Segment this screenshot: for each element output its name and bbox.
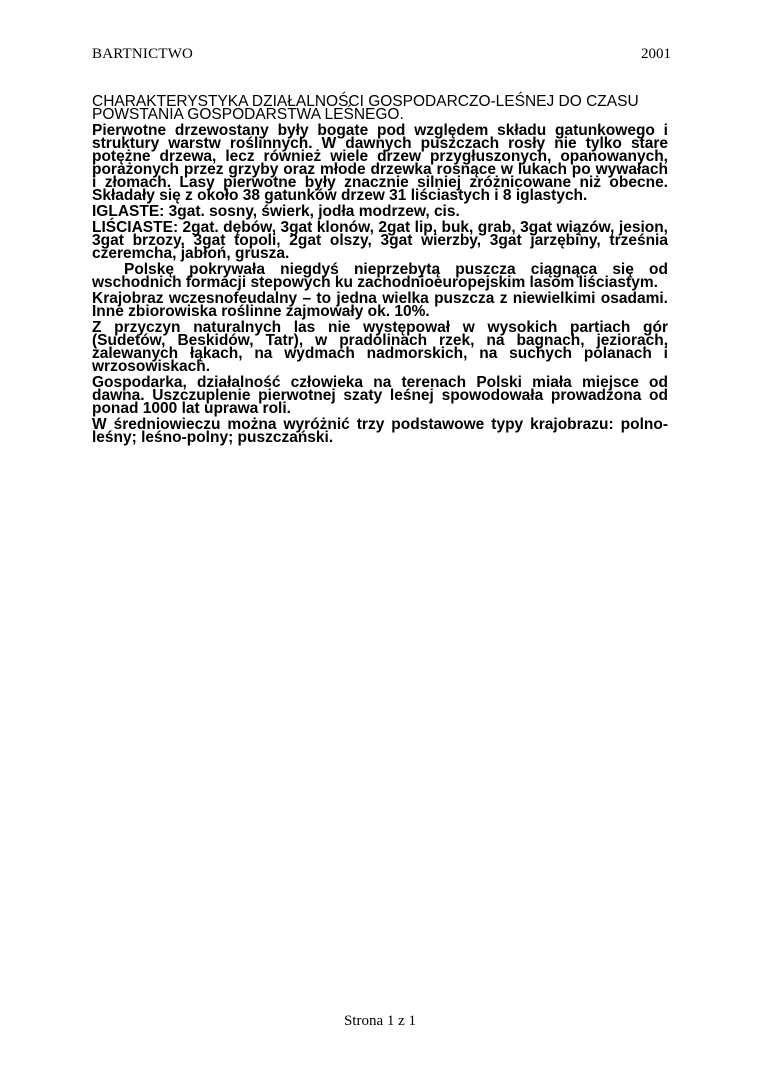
paragraph-early-feudal: Krajobraz wczesnofeudalny – to jedna wielka puszcza z niewielkimi osadami. Inne zbiorowiska roślinne zajmowały ok. 10%. <box>92 290 668 320</box>
paragraph-economy: Gospodarka, działalność człowieka na terenach Polski miała miejsce od dawna. Uszczuplenie pierwotnej szaty leśnej spowodowała prowadzona od ponad 1000 lat uprawa roli. <box>92 374 668 417</box>
paragraph-coniferous: IGLASTE: 3gat. sosny, świerk, jodła modrzew, cis. <box>92 203 460 220</box>
header-year: 2001 <box>641 46 671 62</box>
header-title: BARTNICTWO <box>92 46 194 62</box>
paragraph-deciduous: LIŚCIASTE: 2gat. dębów, 3gat klonów, 2gat lip, buk, grab, 3gat wiązów, jesion, 3gat brzozy, 3gat topoli, 2gat olszy, 3gat wierzby, 3gat jarzębiny, trześnia czeremcha, jabłoń, grusza. <box>92 219 668 262</box>
document-body <box>92 95 668 444</box>
paragraph-poland-forest: Polskę pokrywała niegdyś nieprzebytą puszcza ciągnąca się od wschodnich formacji stepowych ku zachodnioeuropejskim lasom liściastym. <box>92 261 668 291</box>
section-title: CHARAKTERYSTYKA DZIAŁALNOŚCI GOSPODARCZO-LEŚNEJ DO CZASU POWSTANIA GOSPODARSTWA LEŚNEGO. <box>92 93 639 123</box>
paragraph-medieval: W średniowieczu można wyróżnić trzy podstawowe typy krajobrazu: polno-leśny; leśno-polny; puszczański. <box>92 416 668 446</box>
paragraph-forests: Pierwotne drzewostany były bogate pod względem składu gatunkowego i struktury warstw roślinnych. W dawnych puszczach rosły nie tylko stare potężne drzewa, lecz również wiele drzew przygłuszonych, opanowanych, porażonych przez grzyby oraz młode drzewka rosnące w lukach po wywałach i złomach. Lasy pierwotne były znacznie silniej zróżnicowane niż obecne. Składały się z około 38 gatunków drzew 31 liściastych i 8 iglastych. <box>92 122 668 204</box>
paragraph-natural-causes: Z przyczyn naturalnych las nie występował w wysokich partiach gór (Sudetów, Beskidów, Tatr), w pradolinach rzek, na bagnach, jeziorach, zalewanych łąkach, na wydmach nadmorskich, na suchych polanach i wrzosowiskach. <box>92 319 668 375</box>
page-number: Strona 1 z 1 <box>343 1013 417 1029</box>
